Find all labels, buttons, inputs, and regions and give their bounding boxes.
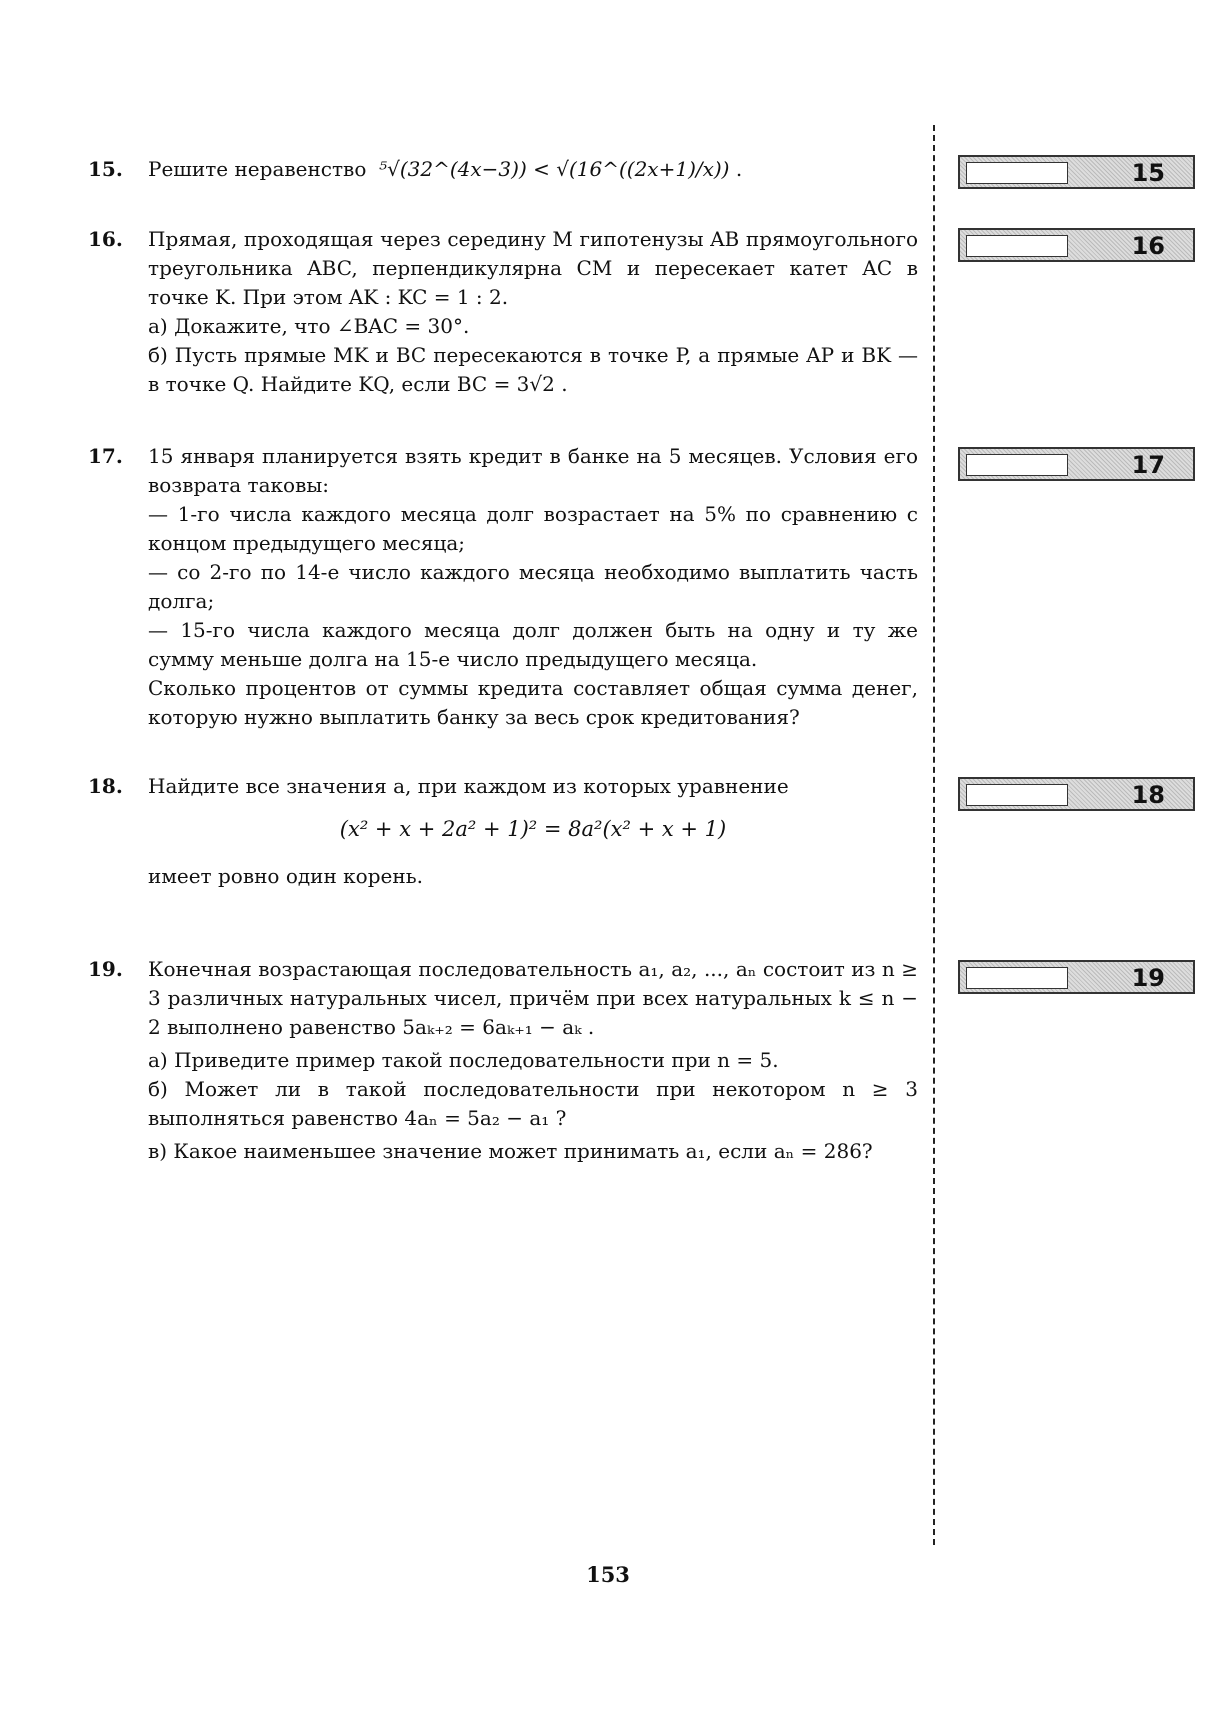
task-part-a: а) Приведите пример такой последовательности при n = 5. (148, 1048, 779, 1072)
answer-field[interactable] (966, 784, 1068, 806)
task-outro: имеет ровно один корень. (148, 864, 423, 888)
task-intro: Прямая, проходящая через середину M гипотенузы AB прямоугольного треугольника ABC, перпендикулярна CM и пересекает катет AC в точке K. При этом AK : KC = 1 : 2. (148, 227, 918, 309)
task-line: — 15-го числа каждого месяца долг должен быть на одну и ту же сумму меньше долга на 15-е число предыдущего месяца. (148, 618, 918, 671)
task-part-a: а) Докажите, что ∠BAC = 30°. (148, 314, 470, 338)
task-line: Сколько процентов от суммы кредита составляет общая сумма денег, которую нужно выплатить банку за весь срок кредитования? (148, 676, 918, 729)
task-19 (88, 955, 918, 1166)
task-intro: Конечная возрастающая последовательность a₁, a₂, ..., aₙ состоит из n ≥ 3 различных натуральных чисел, причём при всех натуральных k ≤ n − 2 выполнено равенство 5aₖ₊₂ = 6aₖ₊₁ − aₖ . (148, 957, 918, 1039)
task-intro: Найдите все значения a, при каждом из которых уравнение (148, 774, 789, 798)
task-text: Решите неравенство (148, 157, 367, 181)
task-15: 15. Решите неравенство ⁵√(32^(4x−3)) < √(16^((2x+1)/x)) . (88, 155, 918, 184)
answer-field[interactable] (966, 235, 1068, 257)
answer-box-15[interactable] (958, 155, 1195, 189)
task-18 (88, 772, 918, 891)
answer-box-label: 15 (1131, 159, 1165, 187)
task-formula: ⁵√(32^(4x−3)) < √(16^((2x+1)/x)) (379, 157, 730, 181)
answer-box-label: 17 (1131, 451, 1165, 479)
task-number: 17. (88, 444, 123, 468)
task-line: 15 января планируется взять кредит в банке на 5 месяцев. Условия его возврата таковы: (148, 444, 918, 497)
answer-box-18[interactable] (958, 777, 1195, 811)
task-formula: (x² + x + 2a² + 1)² = 8a²(x² + x + 1) (339, 817, 727, 841)
answer-box-label: 16 (1131, 232, 1165, 260)
task-part-b: б) Может ли в такой последовательности при некотором n ≥ 3 выполняться равенство 4aₙ = 5a₂ − a₁ ? (148, 1077, 918, 1130)
task-part-b: б) Пусть прямые MK и BC пересекаются в точке P, а прямые AP и BK — в точке Q. Найдите KQ, если BC = 3√2 . (148, 343, 918, 396)
answer-box-label: 18 (1131, 781, 1165, 809)
task-number: 16. (88, 227, 123, 251)
margin-separator (933, 125, 935, 1545)
task-part-c: в) Какое наименьшее значение может принимать a₁, если aₙ = 286? (148, 1139, 873, 1163)
task-17 (88, 442, 918, 732)
task-number: 15. (88, 157, 123, 181)
task-line: — со 2-го по 14-е число каждого месяца необходимо выплатить часть долга; (148, 560, 918, 613)
answer-box-19[interactable] (958, 960, 1195, 994)
answer-box-label: 19 (1131, 964, 1165, 992)
answer-field[interactable] (966, 967, 1068, 989)
task-number: 18. (88, 774, 123, 798)
task-16 (88, 225, 918, 399)
task-number: 19. (88, 957, 123, 981)
answer-field[interactable] (966, 454, 1068, 476)
answer-box-16[interactable] (958, 228, 1195, 262)
task-line: — 1-го числа каждого месяца долг возрастает на 5% по сравнению с концом предыдущего месяца; (148, 502, 918, 555)
answer-box-17[interactable] (958, 447, 1195, 481)
answer-field[interactable] (966, 162, 1068, 184)
page-number: 153 (586, 1562, 630, 1587)
